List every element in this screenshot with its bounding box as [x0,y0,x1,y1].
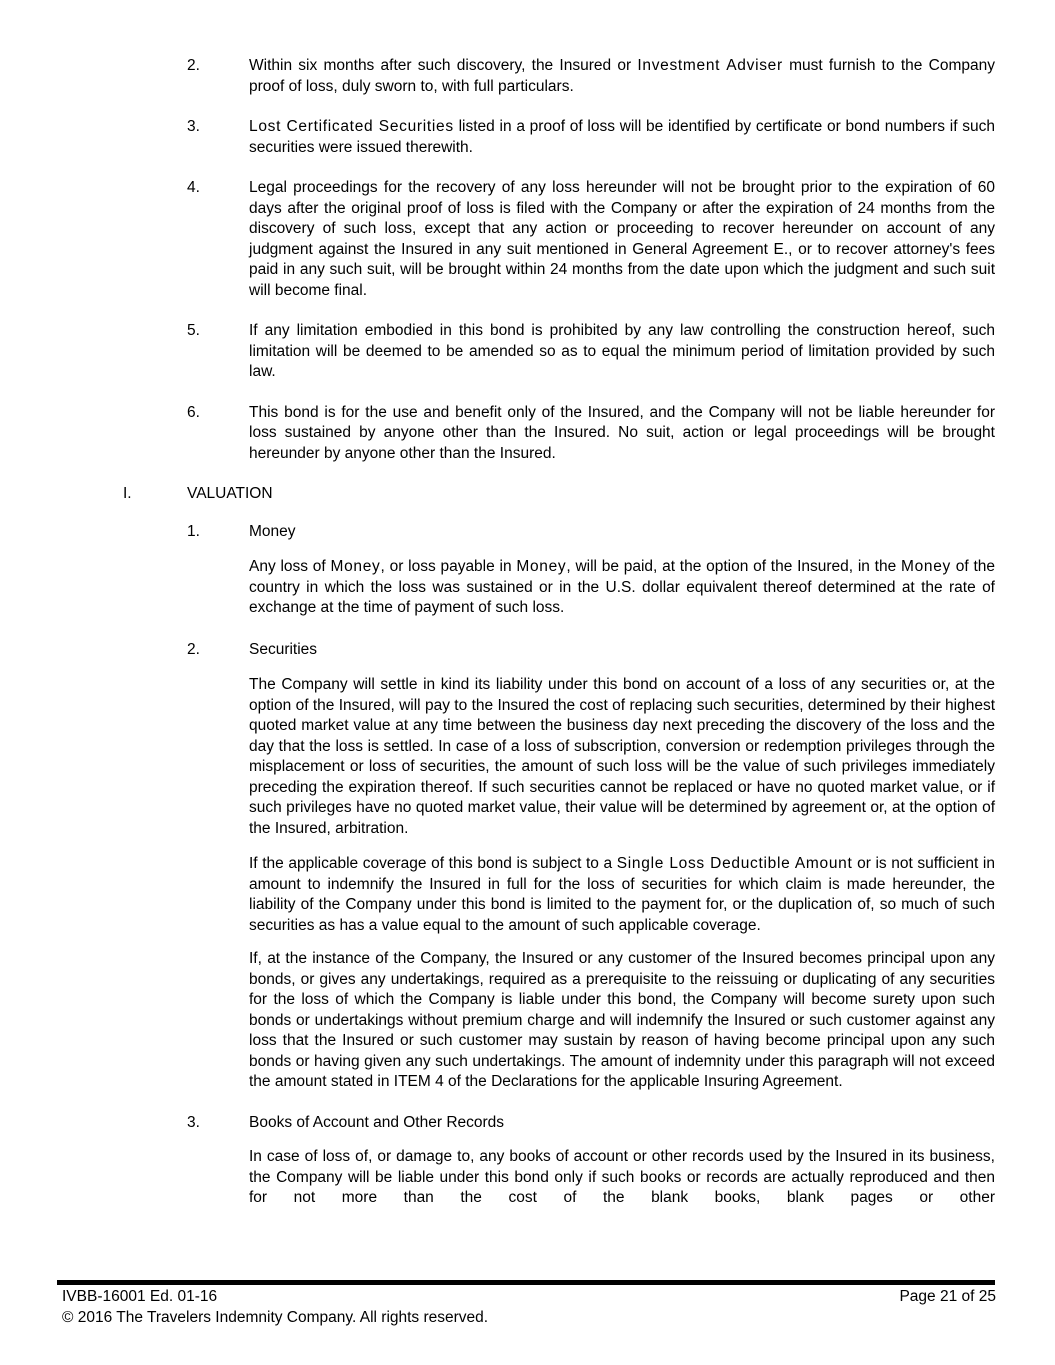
item-text [249,403,995,465]
text-run: In case of loss of, or damage to, any books of account or other records used by the Insured in its business, the Company will be liable under this bond only if such books or records are actually reproduced and then for not more than the cost of the blank books, blank pages or other [249,1148,995,1206]
defined-term: Money [516,558,567,575]
defined-term: Single Loss Deductible Amount [616,855,853,872]
form-number: IVBB-16001 Ed. 01-16 [62,1288,218,1305]
item-number: 6. [187,403,200,421]
item-text [249,321,995,383]
text-run: Any loss of [249,558,331,575]
item-number: 3. [187,118,200,135]
document-body [0,56,1055,1224]
page-indicator: Page 21 of 25 [899,1288,996,1305]
section-title: VALUATION [187,485,273,502]
text-run: Legal proceedings for the recovery of any loss hereunder will not be brought prior to the expiration of 60 days after the original proof of loss is filed with the Company or after the expiration of 24 months from the discovery of such loss, except that any action or proceeding to recover hereunder on account of any judgment against the Insured in any suit mentioned in General Agreement E., or to recover attorney's fees paid in any such suit, will be brought within 24 months from the date upon which the judgment and such suit will become final. [249,179,995,299]
subsection-number: 3. [187,1113,200,1131]
text-run: of the country in which the loss was sustained or in the U.S. dollar equivalent thereof determined at the rate of exchange at the time of payment of such loss. [249,558,996,616]
item-text [249,117,995,158]
text-run: If the applicable coverage of this bond is subject to a [249,855,617,872]
subsection-heading [0,640,1055,661]
section-label: I. [123,485,132,502]
text-run: This bond is for the use and benefit only of the Insured, and the Company will not be liable hereunder for loss sustained by anyone other than the Insured. No suit, action or legal proceedings will be brought hereunder by anyone other than the Insured. [249,403,995,462]
text-run: must furnish to the Company proof of loss, duly sworn to, with full particulars. [249,57,995,95]
numbered-item [0,321,1055,383]
section-heading [0,484,1055,505]
defined-term: Investment Adviser [637,57,783,74]
subsection-heading [0,522,1055,543]
subsection-number: 2. [187,640,200,658]
numbered-item [0,56,1055,97]
subsection-number: 1. [187,522,200,540]
footer [62,1287,996,1308]
item-text [249,56,995,97]
text-run: listed in a proof of loss will be identified by certificate or bond numbers if such securities were issued therewith. [249,118,995,156]
defined-term: Lost Certificated Securities [249,118,454,135]
paragraph [249,949,995,1093]
paragraph [249,557,995,619]
defined-term: Money [330,558,381,575]
text-run: or is not sufficient in amount to indemnify the Insured in full for the loss of securities for which claim is made hereunder, the liability of the Company under this bond is limited to the payment for, or the duplication of, so much of such securities as has a value equal to the amount of such applicable coverage. [249,855,995,934]
item-number: 2. [187,57,200,74]
numbered-item [0,178,1055,301]
text-run: Within six months after such discovery, the Insured or [249,57,638,74]
item-number: 5. [187,322,200,339]
defined-term: Money [900,558,952,575]
paragraph [249,675,995,839]
text-run: If, at the instance of the Company, the Insured or any customer of the Insured becomes principal upon any bonds, or gives any undertakings, required as a prerequisite to the reissuing or duplicating of any securities for the loss of which the Company is liable under this bond, the Company will become surety upon such bonds or undertakings without premium charge and will indemnify the Insured or such customer against any loss that the Insured or such customer may sustain by reason of having become principal upon any such bonds or having given any such undertakings. The amount of indemnity under this paragraph will not exceed the amount stated in ITEM 4 of the Declarations for the applicable Insuring Agreement. [249,950,995,1090]
item-text [249,178,995,301]
text-run: The Company will settle in kind its liability under this bond on account of a loss of any securities or, at the option of the Insured, will pay to the Insured the cost of replacing such securities, determined by their highest quoted market value at any time between the business day next preceding the discovery of the loss and the day that the loss is settled. In case of a loss of subscription, conversion or redemption privileges through the misplacement or loss of securities, the amount of such loss will be the value of such privileges immediately preceding the expiration thereof. If such securities cannot be replaced or have no quoted market value, or if such privileges have no quoted market value, their value will be determined by agreement or, at the option of the Insured, arbitration. [249,676,995,837]
subsection-title: Books of Account and Other Records [249,1113,505,1131]
paragraph [249,1147,995,1209]
text-run: If any limitation embodied in this bond is prohibited by any law controlling the construction hereof, such limitation will be deemed to be amended so as to equal the minimum period of limitation provided by such law. [249,322,995,380]
subsection-title: Money [249,522,296,540]
footer-rule [57,1280,995,1285]
text-run: , will be paid, at the option of the Insured, in the [566,558,901,575]
subsection-title: Securities [249,640,318,658]
copyright-notice: © 2016 The Travelers Indemnity Company. All rights reserved. [62,1309,489,1326]
paragraph [249,854,995,936]
numbered-item [0,403,1055,465]
item-number: 4. [187,179,200,196]
text-run: , or loss payable in [380,558,517,575]
subsection-heading [0,1113,1055,1134]
numbered-item [0,117,1055,158]
